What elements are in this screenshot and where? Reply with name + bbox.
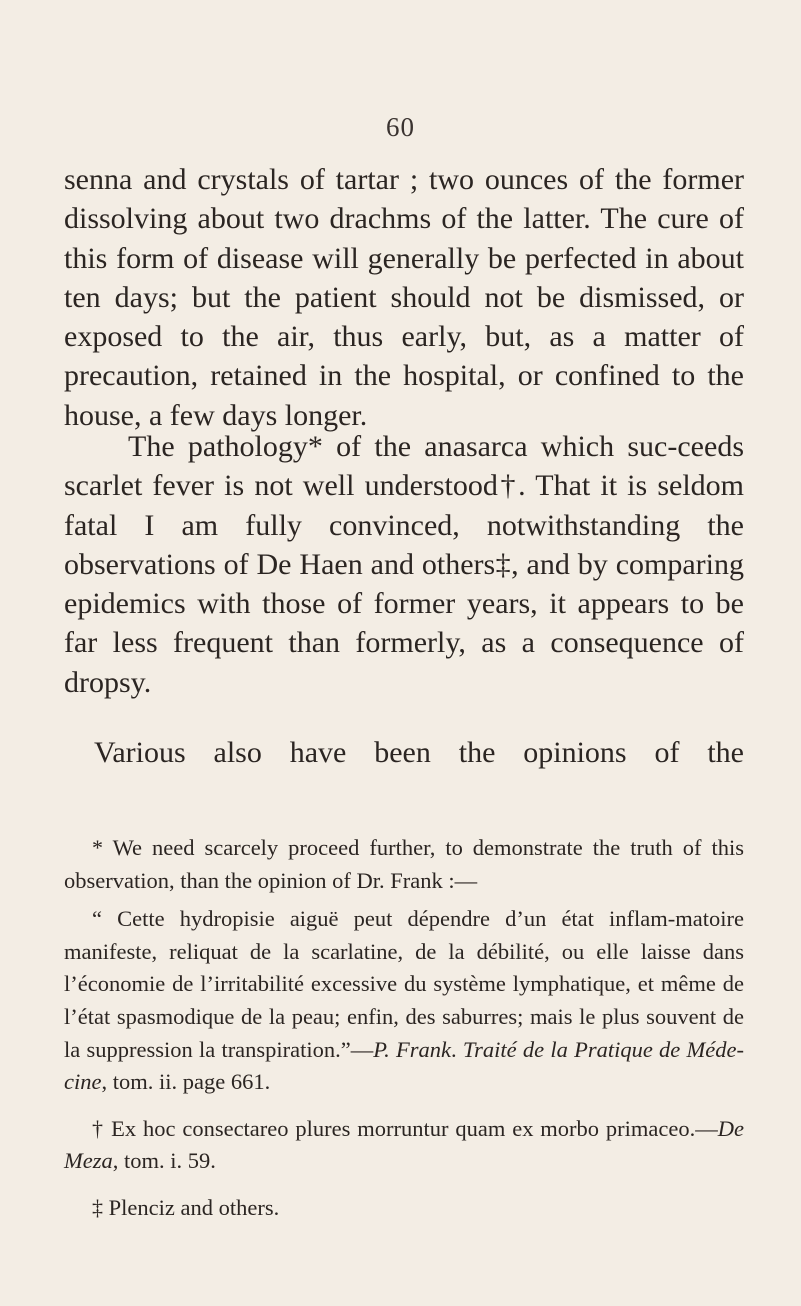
- footnote-1-work: Traité de la Pratique de Méde-cine: [64, 1036, 744, 1095]
- footnote-3-mark: ‡: [92, 1194, 103, 1220]
- footnote-2-work: De Meza: [64, 1115, 745, 1174]
- paragraph-2-text: The pathology* of the anasarca which suc-ceeds scarlet fever is not well understood†. That it is seldom fatal I am fully convinced, notwithstanding the observations of De Haen and others‡, and by comparing epidemics with those of former years, it appears to be far less frequent than formerly, as a consequence of dropsy.: [64, 430, 744, 699]
- footnote-1-author: P. Frank: [373, 1036, 451, 1062]
- paragraph-2: [64, 427, 744, 702]
- footnote-1-mark: *: [92, 835, 103, 860]
- page-number: 60: [386, 112, 415, 142]
- footnotes: [64, 832, 744, 1225]
- paragraph-1: [64, 160, 744, 435]
- footnote-1-quote: “ Cette hydropisie aiguë peut dépendre d’un état inflam-matoire manifeste, reliquat de la scarlatine, de la débilité, ou elle laisse dans l’économie de l’irritabilité excessive du système lymphatique, et même de l’état spasmodique de la peau; enfin, des saburres; mais le plus souvent de la suppression la transpiration.”—P. Frank. Traité de la Pratique de Méde-cine, tom. ii. page 661.: [64, 906, 744, 1095]
- footnote-1-text: We need scarcely proceed further, to demonstrate the truth of this observation, than the opinion of Dr. Frank :—: [64, 835, 744, 893]
- footnote-1-intro: [64, 832, 744, 897]
- paragraph-3: [64, 733, 744, 772]
- footnote-3: [64, 1192, 744, 1225]
- paragraph-3-text: Various also have been the opinions of the: [94, 736, 744, 769]
- footnote-2: [64, 1113, 744, 1178]
- footnote-3-text: Plenciz and others.: [108, 1194, 280, 1220]
- footnote-2-mark: †: [92, 1115, 105, 1141]
- paragraph-1-text: senna and crystals of tartar ; two ounces of the former dissolving about two drachms of the latter. The cure of this form of disease will generally be perfected in about ten days; but the patient should not be dismissed, or exposed to the air, thus early, but, as a matter of precaution, retained in the hospital, or confined to the house, a few days longer.: [64, 163, 744, 432]
- footnote-1-quote-text: “ Cette hydropisie aiguë peut dépendre d’un état inflam-matoire manifeste, reliquat de la scarlatine, de la débilité, ou elle laisse dans l’économie de l’irritabilité excessive du système lymphatique, et même de l’état spasmodique de la peau; enfin, des saburres; mais le plus souvent de la suppression la transpiration.”—: [64, 906, 744, 1062]
- footnote-1-ref: , tom. ii. page 661.: [101, 1069, 271, 1095]
- footnote-2-text: Ex hoc consectareo plures morruntur quam ex morbo primaceo.—: [111, 1115, 718, 1141]
- footnote-2-ref: , tom. i. 59.: [112, 1148, 216, 1174]
